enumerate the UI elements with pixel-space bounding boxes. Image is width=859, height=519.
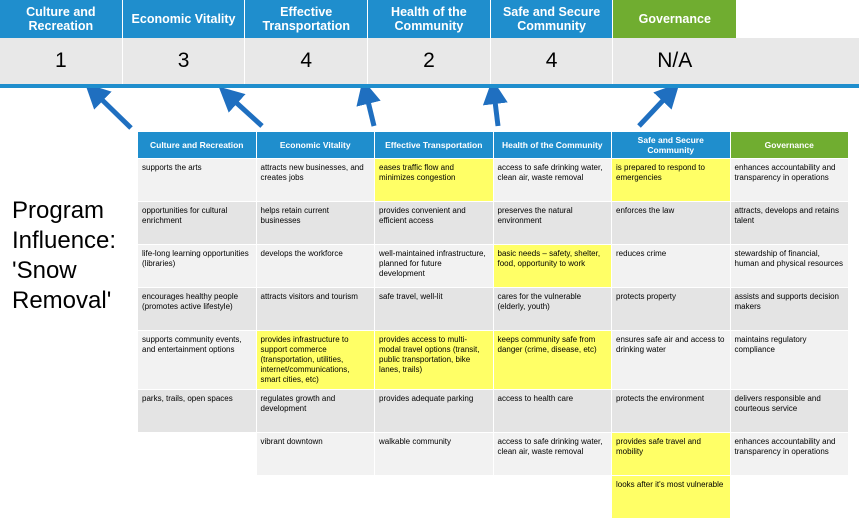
matrix-cell: provides adequate parking [375,390,494,433]
matrix-col-culture-and-recreation: Culture and Recreation [138,132,257,159]
matrix-cell: regulates growth and development [256,390,375,433]
matrix-cell: provides access to multi-modal travel options (transit, public transportation, bike lanes, trails) [375,331,494,390]
matrix-col-effective-transportation: Effective Transportation [375,132,494,159]
matrix-cell: ensures safe air and access to drinking water [612,331,731,390]
matrix-cell: eases traffic flow and minimizes congestion [375,159,494,202]
arrow-group [0,88,859,134]
matrix-cell: keeps community safe from danger (crime, disease, etc) [493,331,612,390]
scorecard-header-row [0,0,859,38]
matrix-cell: attracts visitors and tourism [256,288,375,331]
matrix-cell: is prepared to respond to emergencies [612,159,731,202]
scorecard-header-culture-and-recreation: Culture and Recreation [0,0,123,38]
matrix-cell: well-maintained infrastructure, planned for future development [375,245,494,288]
table-row [138,331,849,390]
program-influence-caption: Program Influence: 'Snow Removal' [12,197,117,314]
table-row [138,288,849,331]
matrix-cell: protects property [612,288,731,331]
scorecard-header-economic-vitality: Economic Vitality [123,0,246,38]
matrix-cell: access to safe drinking water, clean air, waste removal [493,159,612,202]
matrix-cell: life-long learning opportunities (libraries) [138,245,257,288]
matrix-cell: safe travel, well-lit [375,288,494,331]
matrix-cell-empty [138,433,257,476]
influence-matrix-table [137,131,849,519]
matrix-cell: enhances accountability and transparency in operations [730,433,849,476]
scorecard-strip [0,0,859,88]
matrix-cell: enhances accountability and transparency in operations [730,159,849,202]
matrix-col-health-of-the-community: Health of the Community [493,132,612,159]
matrix-cell-empty [375,476,494,519]
table-row [138,390,849,433]
matrix-cell: parks, trails, open spaces [138,390,257,433]
matrix-cell: provides convenient and efficient access [375,202,494,245]
matrix-cell-empty [730,476,849,519]
table-row [138,245,849,288]
table-row [138,476,849,519]
arrow-economic-vitality [229,96,262,126]
matrix-cell: attracts new businesses, and creates jobs [256,159,375,202]
matrix-cell: provides safe travel and mobility [612,433,731,476]
matrix-cell: vibrant downtown [256,433,375,476]
matrix-cell-empty [493,476,612,519]
arrow-culture-recreation [95,93,131,128]
matrix-col-economic-vitality: Economic Vitality [256,132,375,159]
matrix-cell: stewardship of financial, human and physical resources [730,245,849,288]
matrix-cell: cares for the vulnerable (elderly, youth) [493,288,612,331]
matrix-cell: supports the arts [138,159,257,202]
score-governance: N/A [657,49,693,72]
matrix-cell: attracts, develops and retains talent [730,202,849,245]
matrix-cell: develops the workforce [256,245,375,288]
arrow-safe-secure-community [639,93,670,126]
matrix-cell: encourages healthy people (promotes active lifestyle) [138,288,257,331]
table-row [138,159,849,202]
scorecard-header-governance: Governance [613,0,736,38]
score-effective-transportation: 4 [245,38,368,84]
scorecard-header-effective-transportation: Effective Transportation [245,0,368,38]
matrix-cell: reduces crime [612,245,731,288]
matrix-cell: helps retain current businesses [256,202,375,245]
arrow-effective-transportation [366,93,374,126]
matrix-cell: provides infrastructure to support commerce (transportation, utilities, internet/communications, smart cities, etc) [256,331,375,390]
matrix-cell: looks after it's most vulnerable [612,476,731,519]
matrix-cell: basic needs – safety, shelter, food, opportunity to work [493,245,612,288]
matrix-cell: delivers responsible and courteous service [730,390,849,433]
table-row [138,202,849,245]
matrix-cell-empty [138,476,257,519]
matrix-cell-empty [256,476,375,519]
matrix-cell: walkable community [375,433,494,476]
matrix-col-safe-and-secure-community: Safe and Secure Community [612,132,731,159]
matrix-cell: protects the environment [612,390,731,433]
matrix-header-row [138,132,849,159]
arrow-health-community [494,93,498,126]
matrix-cell: opportunities for cultural enrichment [138,202,257,245]
matrix-cell: maintains regulatory compliance [730,331,849,390]
matrix-cell: supports community events, and entertainment options [138,331,257,390]
matrix-cell: access to health care [493,390,612,433]
matrix-col-governance: Governance [730,132,849,159]
score-safe-and-secure-community: 4 [491,38,614,84]
scorecard-header-health-of-the-community: Health of the Community [368,0,491,38]
score-health-of-the-community: 2 [368,38,491,84]
score-economic-vitality: 3 [123,38,246,84]
scorecard-header-safe-and-secure-community: Safe and Secure Community [491,0,614,38]
matrix-cell: enforces the law [612,202,731,245]
score-culture-and-recreation: 1 [0,38,123,84]
scorecard-score-row [0,38,859,84]
table-row [138,433,849,476]
matrix-cell: preserves the natural environment [493,202,612,245]
matrix-cell: access to safe drinking water, clean air, waste removal [493,433,612,476]
matrix-cell: assists and supports decision makers [730,288,849,331]
